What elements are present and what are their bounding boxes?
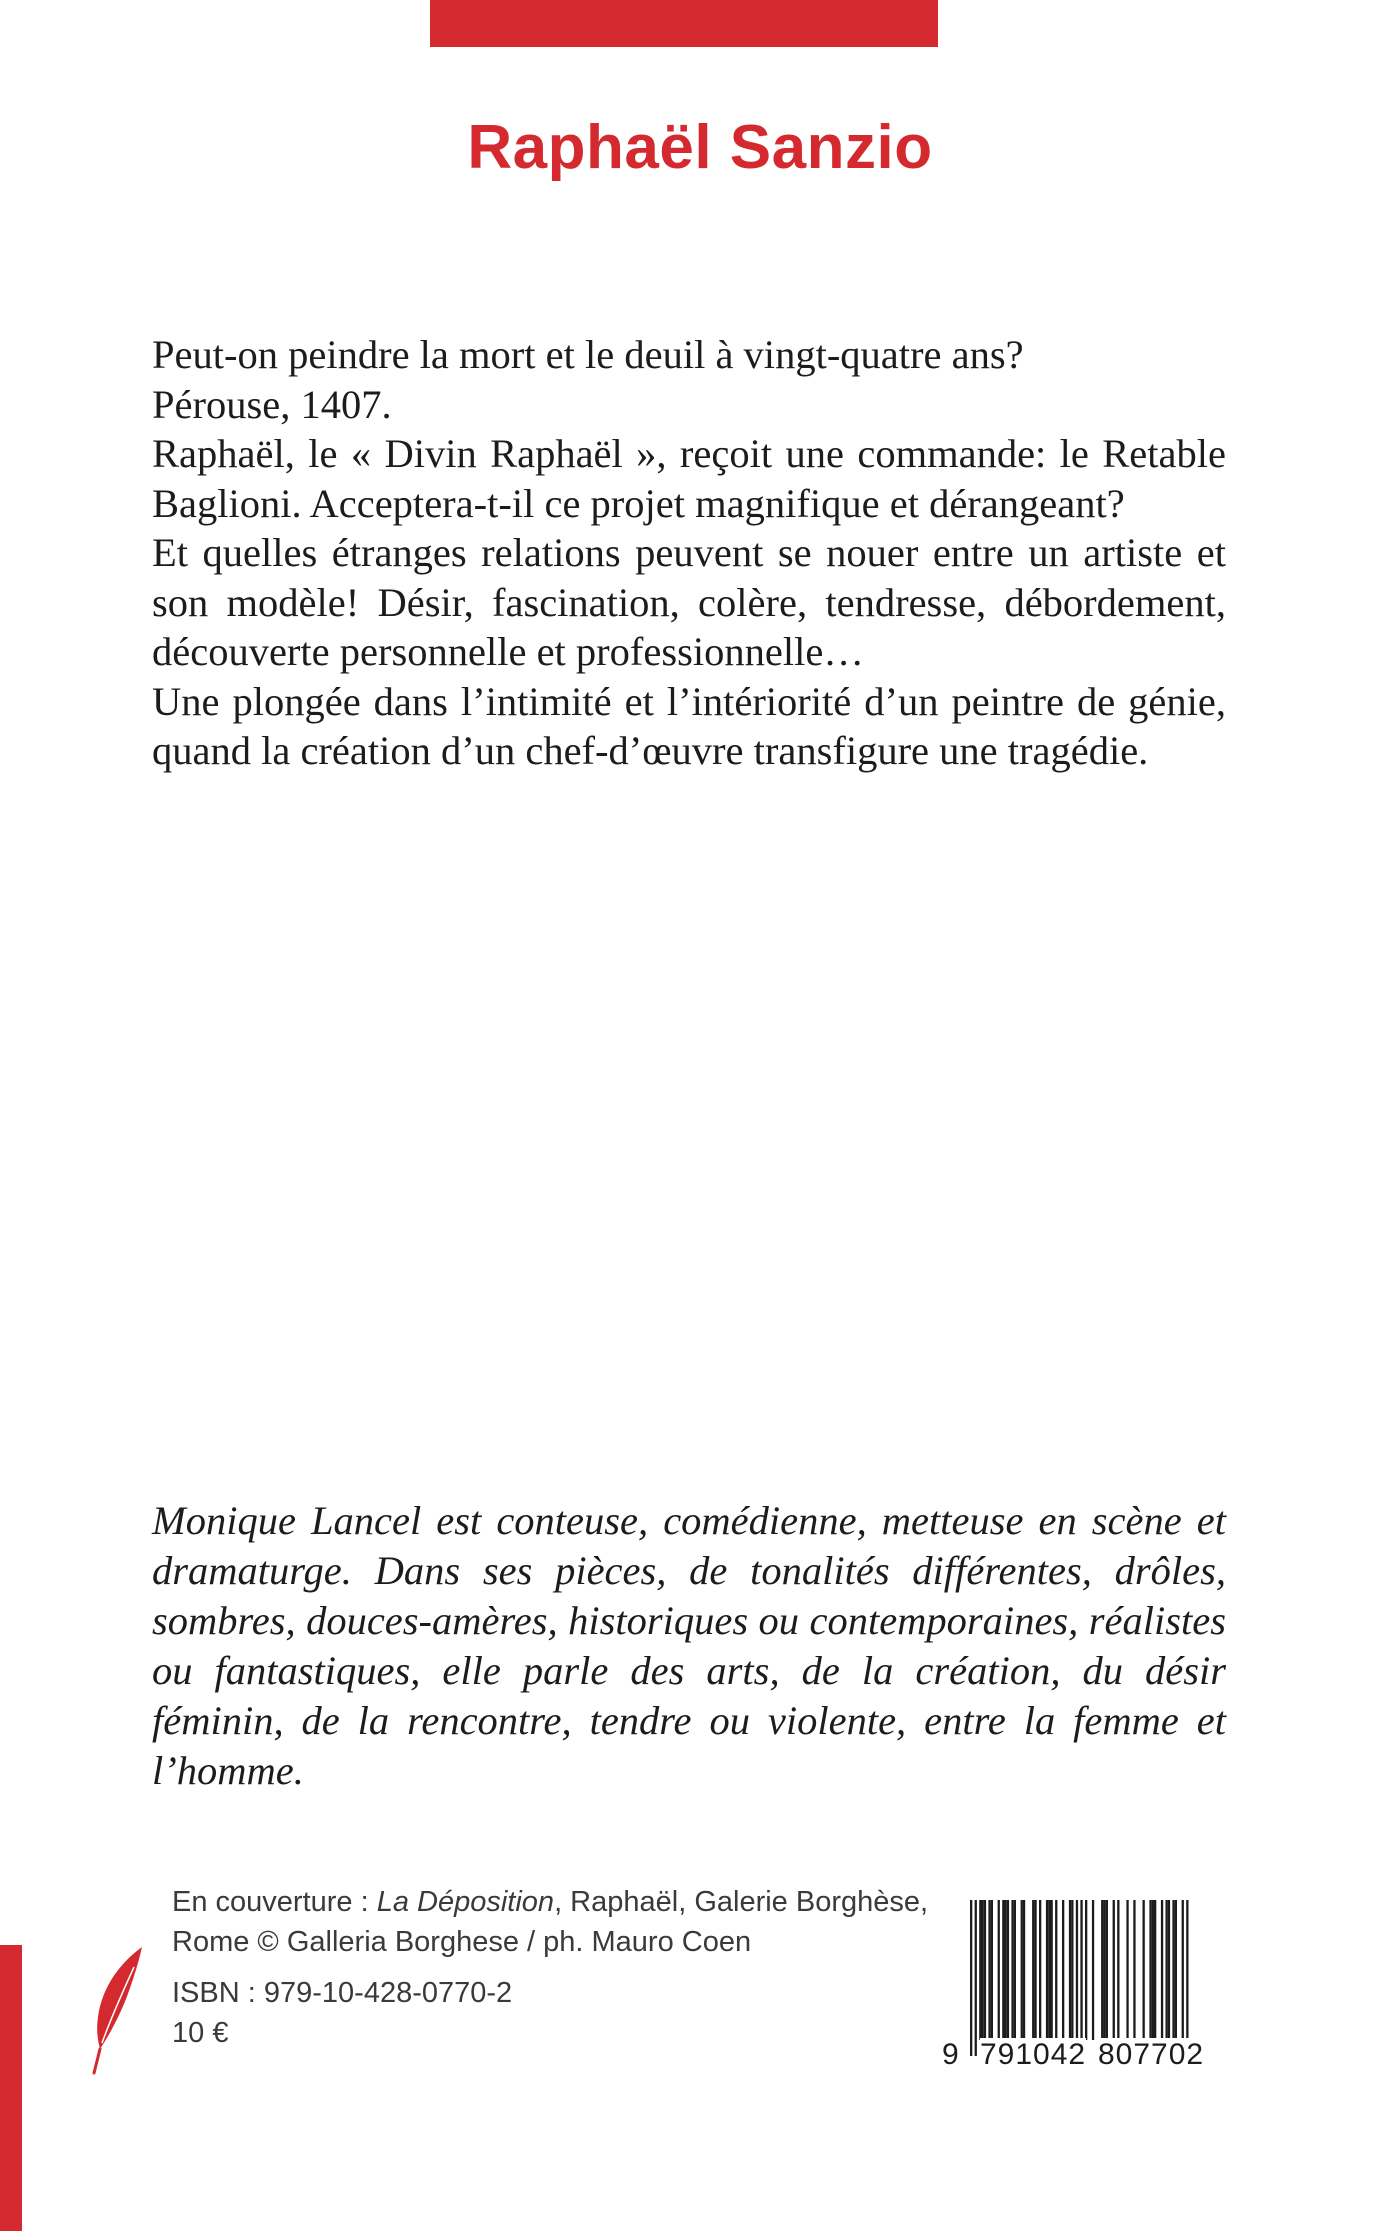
barcode-guard-bar: [1076, 1900, 1078, 2056]
cover-credits: [172, 1882, 942, 2053]
barcode-bar: [1034, 1900, 1036, 2040]
barcode-guard-bar: [1182, 1900, 1184, 2056]
barcode-bar: [1168, 1900, 1170, 2040]
barcode-bar: [1117, 1900, 1119, 2040]
photo-credit-line: Rome © Galleria Borghese / ph. Mauro Coen: [172, 1926, 752, 1958]
barcode-bar: [1143, 1900, 1145, 2040]
barcode-bar: [1055, 1900, 1057, 2040]
price: 10 €: [172, 2017, 229, 2049]
barcode-bar: [1113, 1900, 1115, 2040]
barcode-bar: [1103, 1900, 1105, 2040]
barcode-bar: [979, 1900, 981, 2040]
barcode-bar: [1152, 1900, 1154, 2040]
barcode-bar: [1005, 1900, 1007, 2040]
barcode-bar: [1172, 1900, 1174, 2040]
barcode-guard-bar: [970, 1900, 972, 2056]
barcode-bar: [1175, 1900, 1177, 2040]
barcode-bar: [1048, 1900, 1050, 2040]
barcode-guard-bar: [1080, 1900, 1082, 2056]
barcode-bar: [1149, 1900, 1151, 2040]
barcode-bar: [998, 1900, 1000, 2040]
author-bio: Monique Lancel est conteuse, comédienne, metteuse en scène et dramaturge. Dans ses pièces, de tonalités différentes, drôles, sombres, douces-amères, historiques ou contemporaines, réalistes ou fantastiques, elle parle des arts, de la création, du désir féminin, de la rencontre, tendre ou violente, entre la femme et l’homme.: [152, 1498, 1226, 1793]
barcode-bar: [988, 1900, 990, 2040]
barcode-bar: [1039, 1900, 1041, 2040]
barcode-right-digits: 807702: [1098, 2038, 1205, 2071]
barcode-bar: [1032, 1900, 1034, 2040]
barcode-bar: [1126, 1900, 1128, 2040]
barcode-bar: [1069, 1900, 1071, 2040]
barcode-bar: [1023, 1900, 1025, 2040]
barcode-bar: [984, 1900, 986, 2040]
barcode-bar: [1021, 1900, 1023, 2040]
barcode-first-digit: 9: [942, 2038, 960, 2071]
barcode-bar: [1051, 1900, 1053, 2040]
barcode-bar: [1062, 1900, 1064, 2040]
barcode-bar: [1011, 1900, 1013, 2040]
barcode-bar: [1007, 1900, 1009, 2040]
barcode-guard-bar: [975, 1900, 977, 2056]
red-feather-icon: [90, 1945, 150, 2075]
side-red-band: [0, 1945, 22, 2231]
isbn: ISBN : 979-10-428-0770-2: [172, 1977, 513, 2009]
barcode-bar: [1106, 1900, 1108, 2040]
book-title: Raphaël Sanzio: [467, 113, 933, 182]
barcode-bar: [1046, 1900, 1048, 2040]
barcode-bar: [982, 1900, 984, 2040]
barcode-bar: [1014, 1900, 1016, 2040]
top-red-band: [430, 0, 938, 47]
blurb-place-date: Pérouse, 1407.: [152, 381, 392, 427]
back-cover-blurb: [152, 330, 1226, 776]
barcode-guard-bar: [1186, 1900, 1188, 2056]
barcode-bar: [1071, 1900, 1073, 2040]
blurb-paragraph: Une plongée dans l’intimité et l’intériorité d’un peintre de génie, quand la création d’un chef-d’œuvre transfigure une tragédie.: [152, 678, 1226, 773]
barcode-bar: [1161, 1900, 1163, 2040]
blurb-paragraph: Et quelles étranges relations peuvent se nouer entre un artiste et son modèle! Désir, fascination, colère, tendresse, débordement, découverte personnelle et professionnelle…: [152, 530, 1226, 674]
barcode-bar: [1154, 1900, 1156, 2040]
barcode-bar: [1002, 1900, 1004, 2040]
barcode-left-digits: 791042: [980, 2038, 1087, 2071]
barcode-bar: [1133, 1900, 1135, 2040]
barcode-bar: [1166, 1900, 1168, 2040]
barcode-bar: [1101, 1900, 1103, 2040]
cover-artwork-title: La Déposition: [376, 1886, 555, 1918]
barcode-bar: [1085, 1900, 1087, 2040]
barcode-bar: [991, 1900, 993, 2040]
barcode-bar: [1092, 1900, 1094, 2040]
blurb-paragraph: Raphaël, le « Divin Raphaël », reçoit une commande: le Retable Baglioni. Acceptera-t-il ce projet magnifique et dérangeant?: [152, 431, 1226, 526]
barcode: [940, 1898, 1220, 2080]
blurb-question: Peut-on peindre la mort et le deuil à vingt-quatre ans?: [152, 332, 1024, 377]
cover-credit-line: En couverture : La Déposition, Raphaël, Galerie Borghèse,: [172, 1886, 929, 1918]
